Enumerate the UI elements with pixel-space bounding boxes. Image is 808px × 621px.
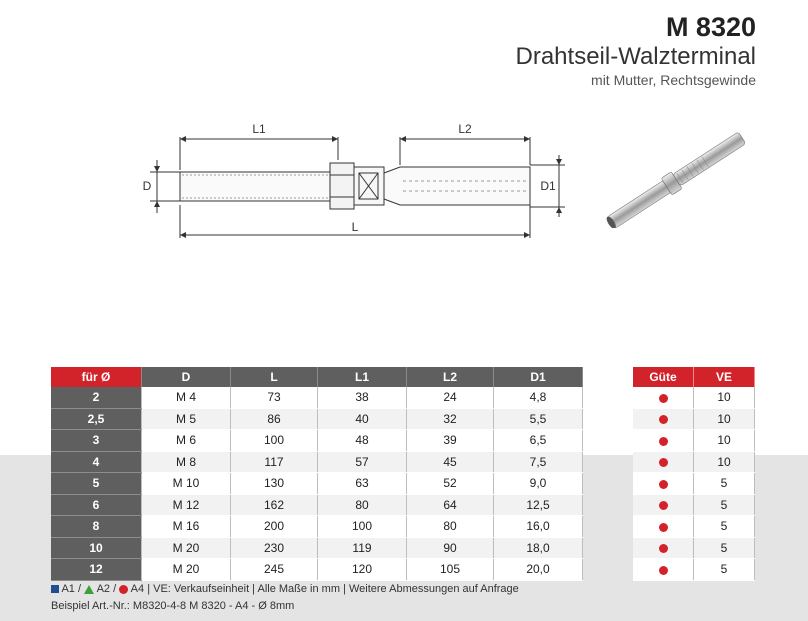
col-header-l1: L1 [318, 367, 407, 387]
cell-diameter: 4 [51, 451, 142, 473]
legend-a2: A2 [96, 583, 111, 595]
table-row [633, 408, 755, 430]
cell-l1: 38 [318, 387, 407, 408]
cell-diameter: 10 [51, 537, 142, 559]
red-dot-icon [659, 501, 668, 510]
red-dot-icon [659, 544, 668, 553]
table-row [51, 516, 583, 538]
cell-d: M 20 [142, 537, 231, 559]
cell-ve: 10 [694, 408, 755, 430]
dimension-table [51, 367, 583, 581]
table-row [51, 559, 583, 581]
blue-square-icon [51, 585, 59, 593]
table-row [51, 430, 583, 452]
cell-d1: 4,8 [494, 387, 583, 408]
cell-l: 117 [231, 451, 318, 473]
grade-cell [633, 430, 694, 452]
example-article-number: Beispiel Art.-Nr.: M8320-4-8 M 8320 - A4 - Ø 8mm [51, 600, 295, 612]
cell-l2: 64 [407, 494, 494, 516]
table-row [633, 494, 755, 516]
red-dot-icon [659, 523, 668, 532]
cell-l: 73 [231, 387, 318, 408]
col-header-d: D [142, 367, 231, 387]
table-row [633, 473, 755, 495]
cell-d: M 10 [142, 473, 231, 495]
table-row [633, 430, 755, 452]
table-row [633, 387, 755, 408]
legend-text: | VE: Verkaufseinheit | Alle Maße in mm | Weitere Abmessungen auf Anfrage [147, 583, 519, 595]
cell-d: M 12 [142, 494, 231, 516]
cell-l2: 80 [407, 516, 494, 538]
label-d: D [142, 179, 152, 193]
table-row [51, 537, 583, 559]
cell-l2: 32 [407, 408, 494, 430]
grade-cell [633, 516, 694, 538]
product-subtitle: mit Mutter, Rechtsgewinde [591, 72, 756, 88]
cell-l: 86 [231, 408, 318, 430]
cell-diameter: 8 [51, 516, 142, 538]
cell-ve: 5 [694, 494, 755, 516]
grade-cell [633, 473, 694, 495]
cell-ve: 10 [694, 387, 755, 408]
label-d1: D1 [540, 179, 556, 193]
grade-table [633, 367, 755, 581]
table-row [51, 387, 583, 408]
cell-ve: 5 [694, 516, 755, 538]
cell-d1: 12,5 [494, 494, 583, 516]
cell-l1: 48 [318, 430, 407, 452]
cell-d: M 8 [142, 451, 231, 473]
cell-diameter: 12 [51, 559, 142, 581]
cell-l2: 39 [407, 430, 494, 452]
grade-cell [633, 387, 694, 408]
product-photo [600, 128, 760, 228]
grade-cell [633, 408, 694, 430]
cell-l1: 100 [318, 516, 407, 538]
table-row [633, 537, 755, 559]
red-dot-icon [659, 437, 668, 446]
red-dot-icon [659, 566, 668, 575]
col-header-d1: D1 [494, 367, 583, 387]
cell-diameter: 3 [51, 430, 142, 452]
cell-d1: 16,0 [494, 516, 583, 538]
cell-diameter: 6 [51, 494, 142, 516]
red-dot-icon [119, 585, 128, 594]
cell-ve: 10 [694, 430, 755, 452]
cell-l1: 63 [318, 473, 407, 495]
col-header-l: L [231, 367, 318, 387]
red-dot-icon [659, 415, 668, 424]
col-header-l2: L2 [407, 367, 494, 387]
cell-l: 200 [231, 516, 318, 538]
table-row [633, 451, 755, 473]
cell-l: 100 [231, 430, 318, 452]
legend-sep: / [113, 583, 117, 595]
cell-ve: 10 [694, 451, 755, 473]
green-triangle-icon [84, 585, 94, 594]
label-l: L [351, 220, 359, 234]
product-title: Drahtseil-Walzterminal [515, 43, 756, 70]
legend-a1: A1 [61, 583, 75, 595]
red-dot-icon [659, 480, 668, 489]
legend [51, 583, 519, 595]
cell-d1: 20,0 [494, 559, 583, 581]
cell-d1: 7,5 [494, 451, 583, 473]
cell-d: M 4 [142, 387, 231, 408]
legend-sep: / [77, 583, 82, 595]
cell-l1: 40 [318, 408, 407, 430]
cell-l2: 105 [407, 559, 494, 581]
cell-l: 162 [231, 494, 318, 516]
product-code: M 8320 [665, 12, 756, 42]
cell-ve: 5 [694, 559, 755, 581]
table-row [51, 408, 583, 430]
cell-diameter: 5 [51, 473, 142, 495]
table-row [51, 494, 583, 516]
cell-d: M 5 [142, 408, 231, 430]
cell-d: M 16 [142, 516, 231, 538]
table-header-row [51, 367, 583, 387]
cell-ve: 5 [694, 473, 755, 495]
table-row [51, 451, 583, 473]
cell-diameter: 2 [51, 387, 142, 408]
legend-a4: A4 [130, 583, 145, 595]
label-l2: L2 [458, 122, 472, 136]
cell-l1: 120 [318, 559, 407, 581]
cell-l: 230 [231, 537, 318, 559]
grade-cell [633, 451, 694, 473]
cell-l: 245 [231, 559, 318, 581]
cell-l1: 119 [318, 537, 407, 559]
cell-l2: 90 [407, 537, 494, 559]
technical-drawing [135, 115, 565, 245]
cell-ve: 5 [694, 537, 755, 559]
table-header-row [633, 367, 755, 387]
col-header-diameter: für Ø [51, 367, 142, 387]
cell-l1: 57 [318, 451, 407, 473]
table-row [51, 473, 583, 495]
cell-l: 130 [231, 473, 318, 495]
grade-cell [633, 494, 694, 516]
cell-l1: 80 [318, 494, 407, 516]
cell-l2: 52 [407, 473, 494, 495]
cell-l2: 45 [407, 451, 494, 473]
cell-diameter: 2,5 [51, 408, 142, 430]
cell-l2: 24 [407, 387, 494, 408]
col-header-grade: Güte [633, 367, 694, 387]
table-row [633, 559, 755, 581]
cell-d1: 6,5 [494, 430, 583, 452]
cell-d: M 20 [142, 559, 231, 581]
col-header-ve: VE [694, 367, 755, 387]
cell-d1: 9,0 [494, 473, 583, 495]
cell-d1: 5,5 [494, 408, 583, 430]
label-l1: L1 [252, 122, 266, 136]
red-dot-icon [659, 394, 668, 403]
grade-cell [633, 537, 694, 559]
grade-cell [633, 559, 694, 581]
cell-d: M 6 [142, 430, 231, 452]
table-row [633, 516, 755, 538]
cell-d1: 18,0 [494, 537, 583, 559]
red-dot-icon [659, 458, 668, 467]
